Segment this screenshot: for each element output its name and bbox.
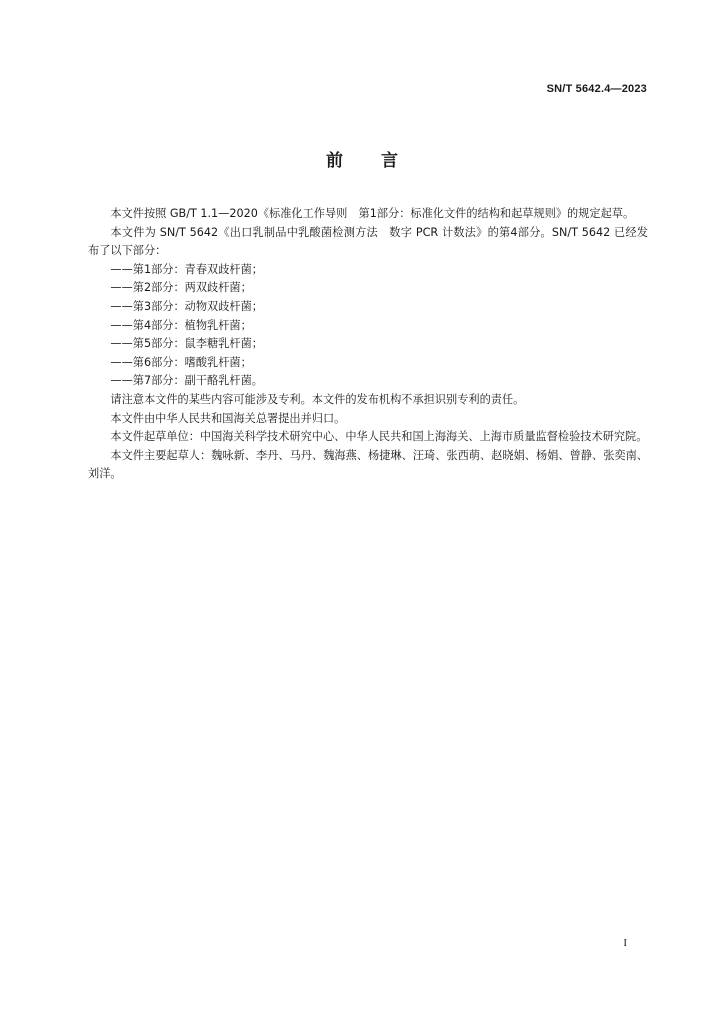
paragraph-proposer: 本文件由中华人民共和国海关总署提出并归口。 [110,411,346,425]
list-item: ——第4部分：植物乳杆菌； [110,318,252,332]
paragraph-part-info: 本文件为 SN/T 5642《出口乳制品中乳酸菌检测方法 数字 PCR 计数法》的第4部分。SN/T 5642 已经发布了以下部分： [88,225,648,258]
foreword-body [88,205,648,484]
paragraph-drafters: 本文件主要起草人：魏咏新、李丹、马丹、魏海燕、杨捷琳、汪琦、张西萌、赵晓娟、杨娟、曾静、张奕南、刘洋。 [88,448,648,481]
title-char-1: 前 [326,151,343,171]
page-title [0,146,724,171]
list-item: ——第1部分：青春双歧杆菌； [110,262,263,276]
list-item: ——第2部分：两双歧杆菌； [110,281,252,295]
paragraph-patent-notice: 请注意本文件的某些内容可能涉及专利。本文件的发布机构不承担识别专利的责任。 [110,392,525,406]
paragraph-drafting-rules: 本文件按照 GB/T 1.1—2020《标准化工作导则 第1部分：标准化文件的结构和起草规则》的规定起草。 [110,207,635,220]
paragraph-drafting-units: 本文件起草单位：中国海关科学技术研究中心、中华人民共和国上海海关、上海市质量监督检验技术研究院。 [110,430,648,444]
list-item: ——第3部分：动物双歧杆菌； [110,299,263,313]
parts-list [88,261,648,391]
list-item: ——第6部分：嗜酸乳杆菌； [110,355,252,369]
list-item: ——第7部分：副干酪乳杆菌。 [110,374,263,388]
page-number: I [623,937,627,949]
title-char-2: 言 [381,151,398,171]
list-item: ——第5部分：鼠李糖乳杆菌； [110,337,263,351]
standard-number: SN/T 5642.4—2023 [546,83,647,95]
